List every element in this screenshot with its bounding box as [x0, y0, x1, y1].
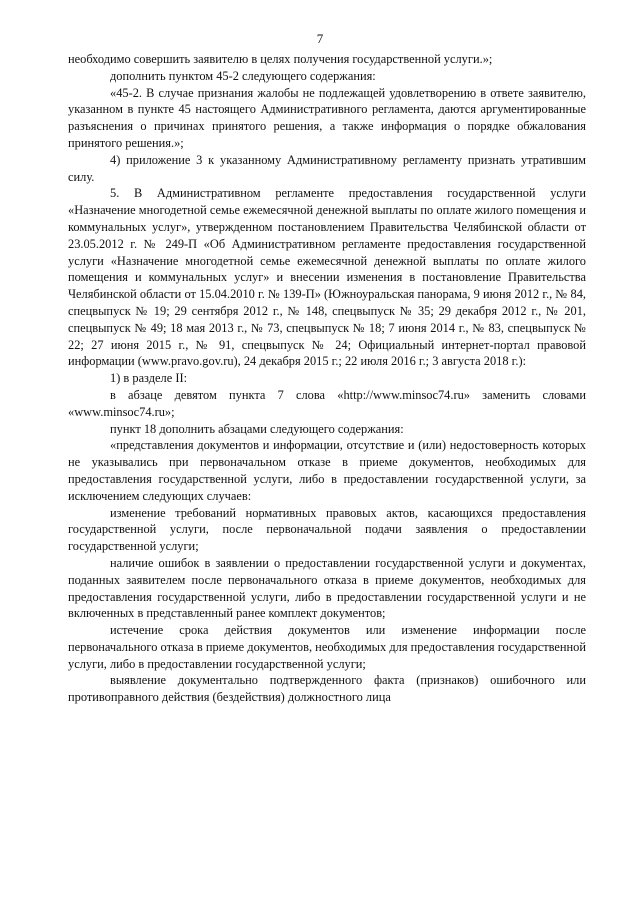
page-number: 7: [316, 31, 324, 46]
document-body: [68, 51, 586, 706]
paragraph: «45-2. В случае признания жалобы не подлежащей удовлетворению в ответе заявителю, указанном в пункте 45 настоящего Административного регламента, даются аргументированные разъяснения о причинах принятого решения, а также информация о порядке обжалования принятого решения.»;: [68, 85, 586, 150]
paragraph: изменение требований нормативных правовых актов, касающихся предоставления государственной услуги, после первоначальной подачи заявления о предоставлении государственной услуги;: [68, 505, 586, 554]
paragraph: 5. В Административном регламенте предоставления государственной услуги «Назначение многодетной семье ежемесячной денежной выплаты по оплате жилого помещения и коммунальных услуг», утвержденном постановлением Правительства Челябинской области от 23.05.2012 г. № 249-П «Об Административном регламенте предоставления государственной услуги «Назначение многодетной семье ежемесячной денежной выплаты по оплате жилого помещения и коммунальных услуг» и внесении изменения в постановление Правительства Челябинской области от 15.04.2010 г. № 139-П» (Южноуральская панорама, 9 июня 2012 г., № 84, спецвыпуск № 19; 29 сентября 2012 г., № 148, спецвыпуск № 35; 29 декабря 2012 г., № 201, спецвыпуск № 49; 18 мая 2013 г., № 73, спецвыпуск № 18; 7 июня 2014 г., № 83, спецвыпуск № 22; 27 июня 2015 г., № 91, спецвыпуск № 24; Официальный интернет-портал правовой информации (www.pravo.gov.ru), 24 декабря 2015 г.; 22 июля 2016 г.; 3 августа 2018 г.):: [68, 186, 586, 369]
paragraph: необходимо совершить заявителю в целях получения государственной услуги.»;: [68, 52, 493, 66]
paragraph: 1) в разделе II:: [110, 371, 188, 386]
paragraph: наличие ошибок в заявлении о предоставлении государственной услуги и документах, поданных заявителем после первоначального отказа в приеме документов, необходимых для предоставления государственной услуги, либо в предоставлении государственной услуги и не включенных в представленный ранее комплект документов;: [68, 555, 586, 621]
paragraph: «представления документов и информации, отсутствие и (или) недостоверность которых не указывались при первоначальном отказе в приеме документов, необходимых для предоставления государственной услуги, либо в предоставлении государственной услуги, за исключением следующих случаев:: [68, 438, 586, 503]
paragraph: 4) приложение 3 к указанному Административному регламенту признать утратившим силу.: [68, 152, 586, 184]
paragraph: истечение срока действия документов или изменение информации после первоначального отказа в приеме документов, необходимых для предоставления государственной услуги, либо в предоставлении государственной услуги;: [68, 623, 586, 671]
paragraph: в абзаце девятом пункта 7 слова «http://www.minsoc74.ru» заменить словами «www.minsoc74.ru»;: [68, 387, 586, 419]
paragraph: дополнить пунктом 45-2 следующего содержания:: [110, 68, 376, 83]
paragraph: пункт 18 дополнить абзацами следующего содержания:: [110, 421, 404, 436]
paragraph: выявление документально подтвержденного факта (признаков) ошибочного или противоправного действия (бездействия) должностного лица: [68, 673, 586, 705]
